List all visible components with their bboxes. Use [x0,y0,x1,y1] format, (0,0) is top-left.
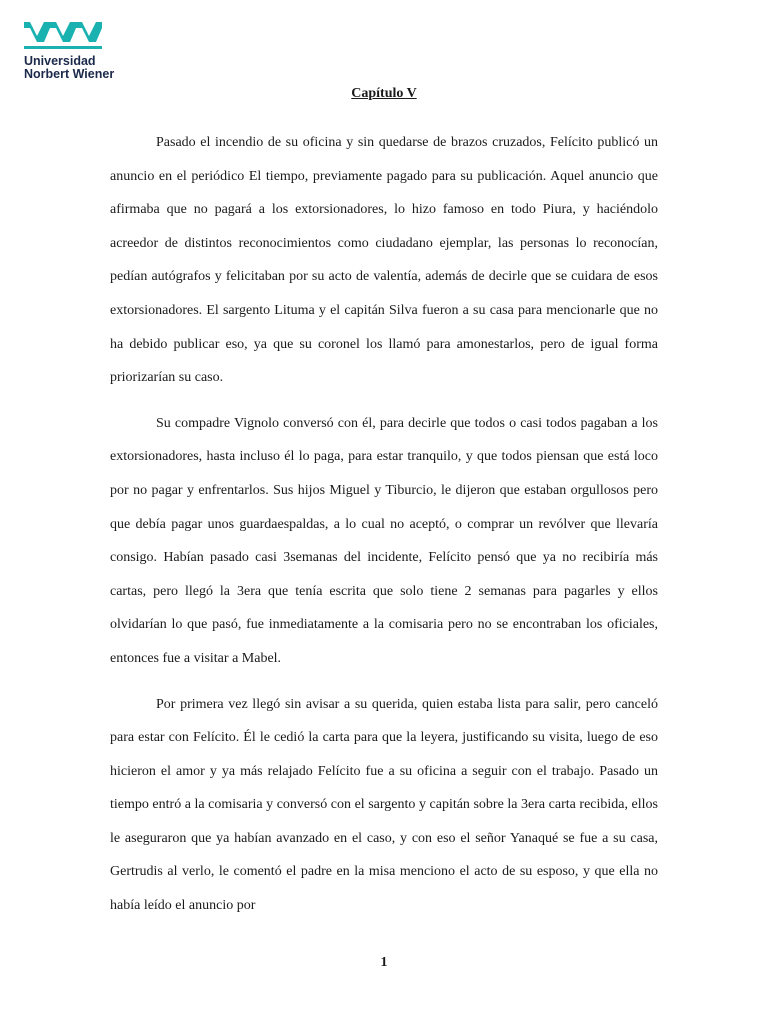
paragraph-3: Por primera vez llegó sin avisar a su querida, quien estaba lista para salir, pero canceló para estar con Felícito. Él le cedió la carta para que la leyera, justificando su visita, luego de eso hicieron el amor y ya más relajado Felícito fue a su oficina a seguir con el trabajo. Pasado un tiempo entró a la comisaria y conversó con el sargento y capitán sobre la 3era carta recibida, ellos le aseguraron que ya habían avanzado en el caso, y con eso el señor Yanaqué se fue a su casa, Gertrudis al verlo, le comentó el padre en la misa menciono el acto de su esposo, y que ella no había leído el anuncio por [110,696,658,914]
paragraph-1: Pasado el incendio de su oficina y sin quedarse de brazos cruzados, Felícito publicó un anuncio en el periódico El tiempo, previamente pagado para su publicación. Aquel anuncio que afirmaba que no pagará a los extorsionadores, lo hizo famoso en todo Piura, y haciéndolo acreedor de distintos reconocimientos como ciudadano ejemplar, las personas lo reconocían, pedían autógrafos y felicitaban por su acto de valentía, además de decirle que se cuidara de esos extorsionadores. El sargento Lituma y el capitán Silva fueron a su casa para mencionarle que no ha debido publicar eso, ya que su coronel los llamó para amonestarlos, pero de igual forma priorizarían su caso. [110,135,658,386]
logo-line-university: Universidad [24,54,96,68]
book-emblem-icon [24,22,102,52]
page-number: 1 [380,955,388,970]
university-logo [24,22,134,81]
logo-line-name: Norbert Wiener [24,67,115,81]
paragraph-2: Su compadre Vignolo conversó con él, para decirle que todos o casi todos pagaban a los extorsionadores, hasta incluso él lo paga, para estar tranquilo, y que todos piensan que está loco por no pagar y enfrentarlos. Sus hijos Miguel y Tiburcio, le dijeron que estaban orgullosos pero que debía pagar unos guardaespaldas, a lo cual no aceptó, o comprar un revólver que llevaría consigo. Habían pasado casi 3semanas del incidente, Felícito pensó que ya no recibiría más cartas, pero llegó la 3era que tenía escrita que solo tiene 2 semanas para pagarles y ellos olvidarían lo que pasó, fue inmediatamente a la comisaria pero no se encontraban los oficiales, entonces fue a visitar a Mabel. [110,415,658,666]
document-body [110,126,658,935]
chapter-title: Capítulo V [351,86,417,101]
